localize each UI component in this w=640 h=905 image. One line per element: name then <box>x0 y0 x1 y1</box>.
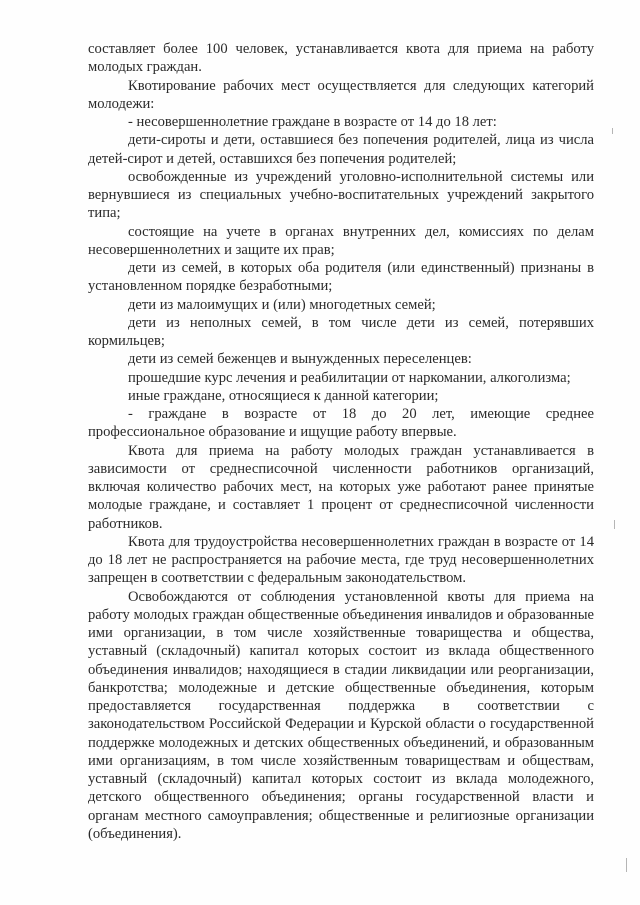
paragraph: Квотирование рабочих мест осуществляется для следующих категорий молодежи: <box>88 77 594 112</box>
paragraph: Квота для трудоустройства несовершеннолетних граждан в возрасте от 14 до 18 лет не распространяется на рабочие места, где труд несовершеннолетних запрещен в соответствии с федеральным законодательством. <box>88 533 594 587</box>
scan-artifact <box>614 520 615 529</box>
list-item: дети из малоимущих и (или) многодетных семей; <box>128 296 436 313</box>
document-body <box>88 40 594 843</box>
paragraph: составляет более 100 человек, устанавливается квота для приема на работу молодых граждан. <box>88 41 594 76</box>
list-item: - несовершеннолетние граждане в возрасте от 14 до 18 лет: <box>128 114 497 130</box>
list-item: прошедшие курс лечения и реабилитации от наркомании, алкоголизма; <box>128 369 571 386</box>
list-item: дети из семей беженцев и вынужденных переселенцев: <box>128 351 472 368</box>
scan-artifact <box>626 858 627 872</box>
list-item: иные граждане, относящиеся к данной категории; <box>128 387 439 404</box>
list-item: дети из семей, в которых оба родителя (или единственный) признаны в установленном порядке безработными; <box>88 260 594 295</box>
list-item: дети из неполных семей, в том числе дети из семей, потерявших кормильцев; <box>88 314 594 349</box>
list-item: освобожденные из учреждений уголовно-исполнительной системы или вернувшиеся из специальных учебно-воспитательных учреждений закрытого типа; <box>88 168 594 222</box>
list-item: - граждане в возрасте от 18 до 20 лет, имеющие среднее профессиональное образование и ищущие работу впервые. <box>88 406 594 441</box>
scan-artifact <box>612 128 613 134</box>
paragraph: Квота для приема на работу молодых граждан устанавливается в зависимости от среднесписочной численности работников организаций, включая количество рабочих мест, на которых уже работают ранее принятые молодые граждане, и составляет 1 процент от среднесписочной численности работников. <box>88 442 594 532</box>
paragraph: Освобождаются от соблюдения установленной квоты для приема на работу молодых граждан общественные объединения инвалидов и образованные ими организации, в том числе хозяйственные товарищества и общества, уставный (складочный) капитал которых состоит из вклада общественного объединения инвалидов; находящиеся в стадии ликвидации или реорганизации, банкротства; молодежные и детские общественные объединения, которым предоставляется государственная поддержка в соответствии с законодательством Российской Федерации и Курской области о государственной поддержке молодежных и детских общественных объединений, и образованным ими организациям, в том числе хозяйственным товариществам и обществам, уставный (складочный) капитал которых состоит из вклада молодежного, детского общественного объединения; органы государственной власти и органам местного самоуправления; общественные и религиозные организации (объединения). <box>88 588 594 842</box>
list-item: дети-сироты и дети, оставшиеся без попечения родителей, лица из числа детей-сирот и детей, оставшихся без попечения родителей; <box>88 132 594 167</box>
list-item: состоящие на учете в органах внутренних дел, комиссиях по делам несовершеннолетних и защите их прав; <box>88 223 594 258</box>
